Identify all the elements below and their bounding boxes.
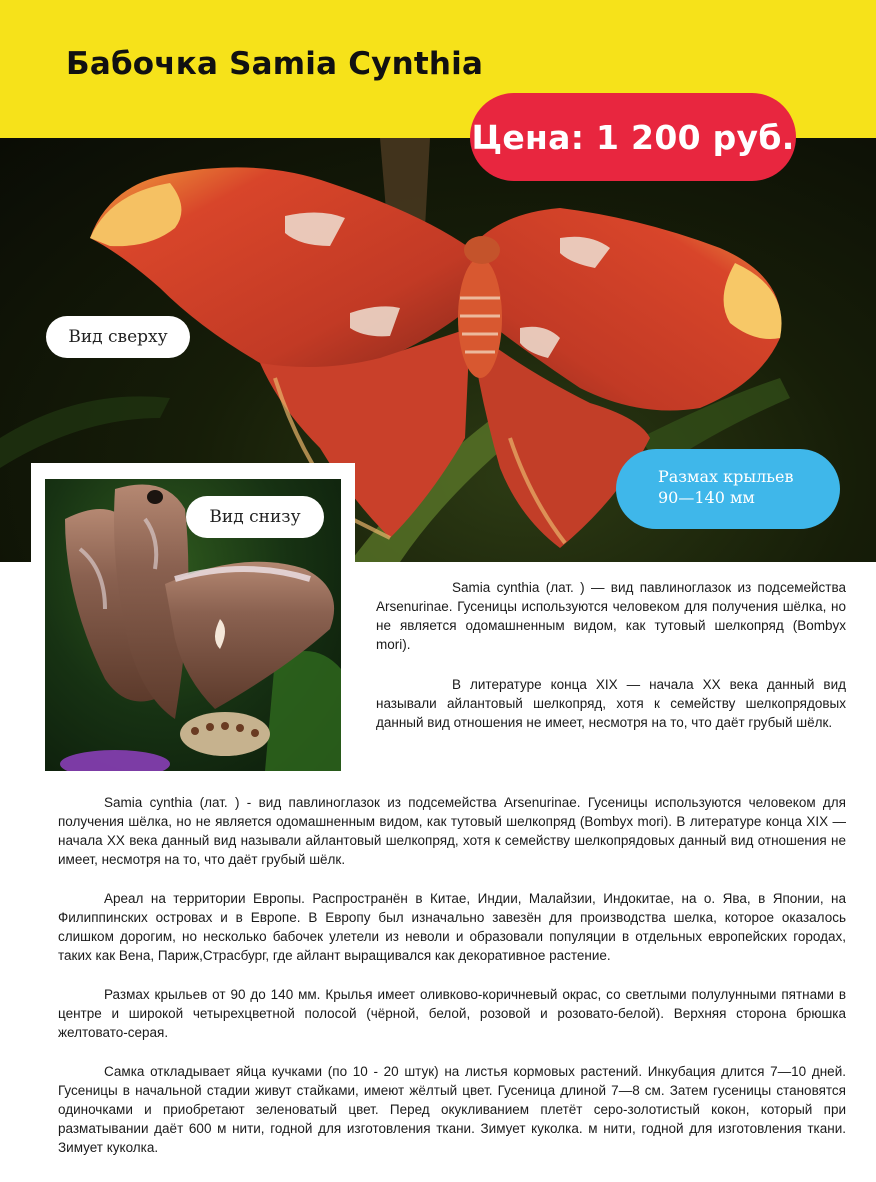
wingspan-label: Размах крыльев bbox=[658, 467, 794, 486]
main-description bbox=[58, 793, 846, 1177]
side-paragraph: Samia cynthia (лат. ) — вид павлиноглазок из подсемейства Arsenurinae. Гусеницы используются человеком для получения шёлка, но не является одомашненным видом, как тутовый шелкопряд (Bombyx mori). bbox=[376, 580, 846, 652]
price-badge: Цена: 1 200 руб. bbox=[470, 93, 796, 181]
main-paragraph: Ареал на территории Европы. Распространён в Китае, Индии, Малайзии, Индокитае, на о. Ява, в Японии, на Филиппинских островах и в Европе. В Европу был изначально завезён для производства шелка, которое оказалось слишком дорогим, но несколько бабочек улетели из неволи и образовали популяции в отдельных европейских городах, таких как Вена, Париж,Страсбург, где айлант выращивался как декоративное растение. bbox=[58, 891, 846, 963]
main-paragraph: Самка откладывает яйца кучками (по 10 - 20 штук) на листья кормовых растений. Инкубация длится 7—10 дней. Гусеницы в начальной стадии живут стайками, имеют жёлтый цвет. Гусеница длиной 7—8 см. Затем гусеницы становятся одиночками и приобретают зеленоватый цвет. Перед окукливанием плетёт серо-золотистый кокон, который при разматывании даёт 600 м нити, годной для изготовления ткани. Зимует куколка. м нити, годной для изготовления ткани. Зимует куколка. bbox=[58, 1064, 846, 1155]
top-view-label: Вид сверху bbox=[46, 316, 190, 358]
main-paragraph: Samia cynthia (лат. ) - вид павлиноглазок из подсемейства Arsenurinae. Гусеницы используются человеком для получения шёлка, но не является одомашненным видом, как тутовый шелкопряд (Bombyx mori). В литературе конца XIX — начала XX века данный вид называли айлантовый шелкопряд, хотя к семейству шелкопрядовых данный вид отношения не имеет, несмотря на то, что даёт грубый шёлк. bbox=[58, 795, 846, 867]
side-description bbox=[376, 578, 846, 753]
side-paragraph: В литературе конца XIX — начала XX века данный вид называли айлантовый шелкопряд, хотя к семейству шелкопрядовых данный вид отношения не имеет, несмотря на то, что даёт грубый шёлк. bbox=[376, 677, 846, 730]
bottom-view-label: Вид снизу bbox=[186, 496, 324, 538]
wingspan-badge bbox=[616, 449, 840, 529]
main-paragraph: Размах крыльев от 90 до 140 мм. Крылья имеет оливково-коричневый окрас, со светлыми полулунными пятнами в центре и широкой четырехцветной полосой (чёрной, белой, розовой и розовато-белой). Верхняя сторона брюшка желтовато-серая. bbox=[58, 987, 846, 1040]
wingspan-value: 90—140 мм bbox=[658, 488, 755, 507]
page-title: Бабочка Samia Cynthia bbox=[66, 46, 484, 82]
